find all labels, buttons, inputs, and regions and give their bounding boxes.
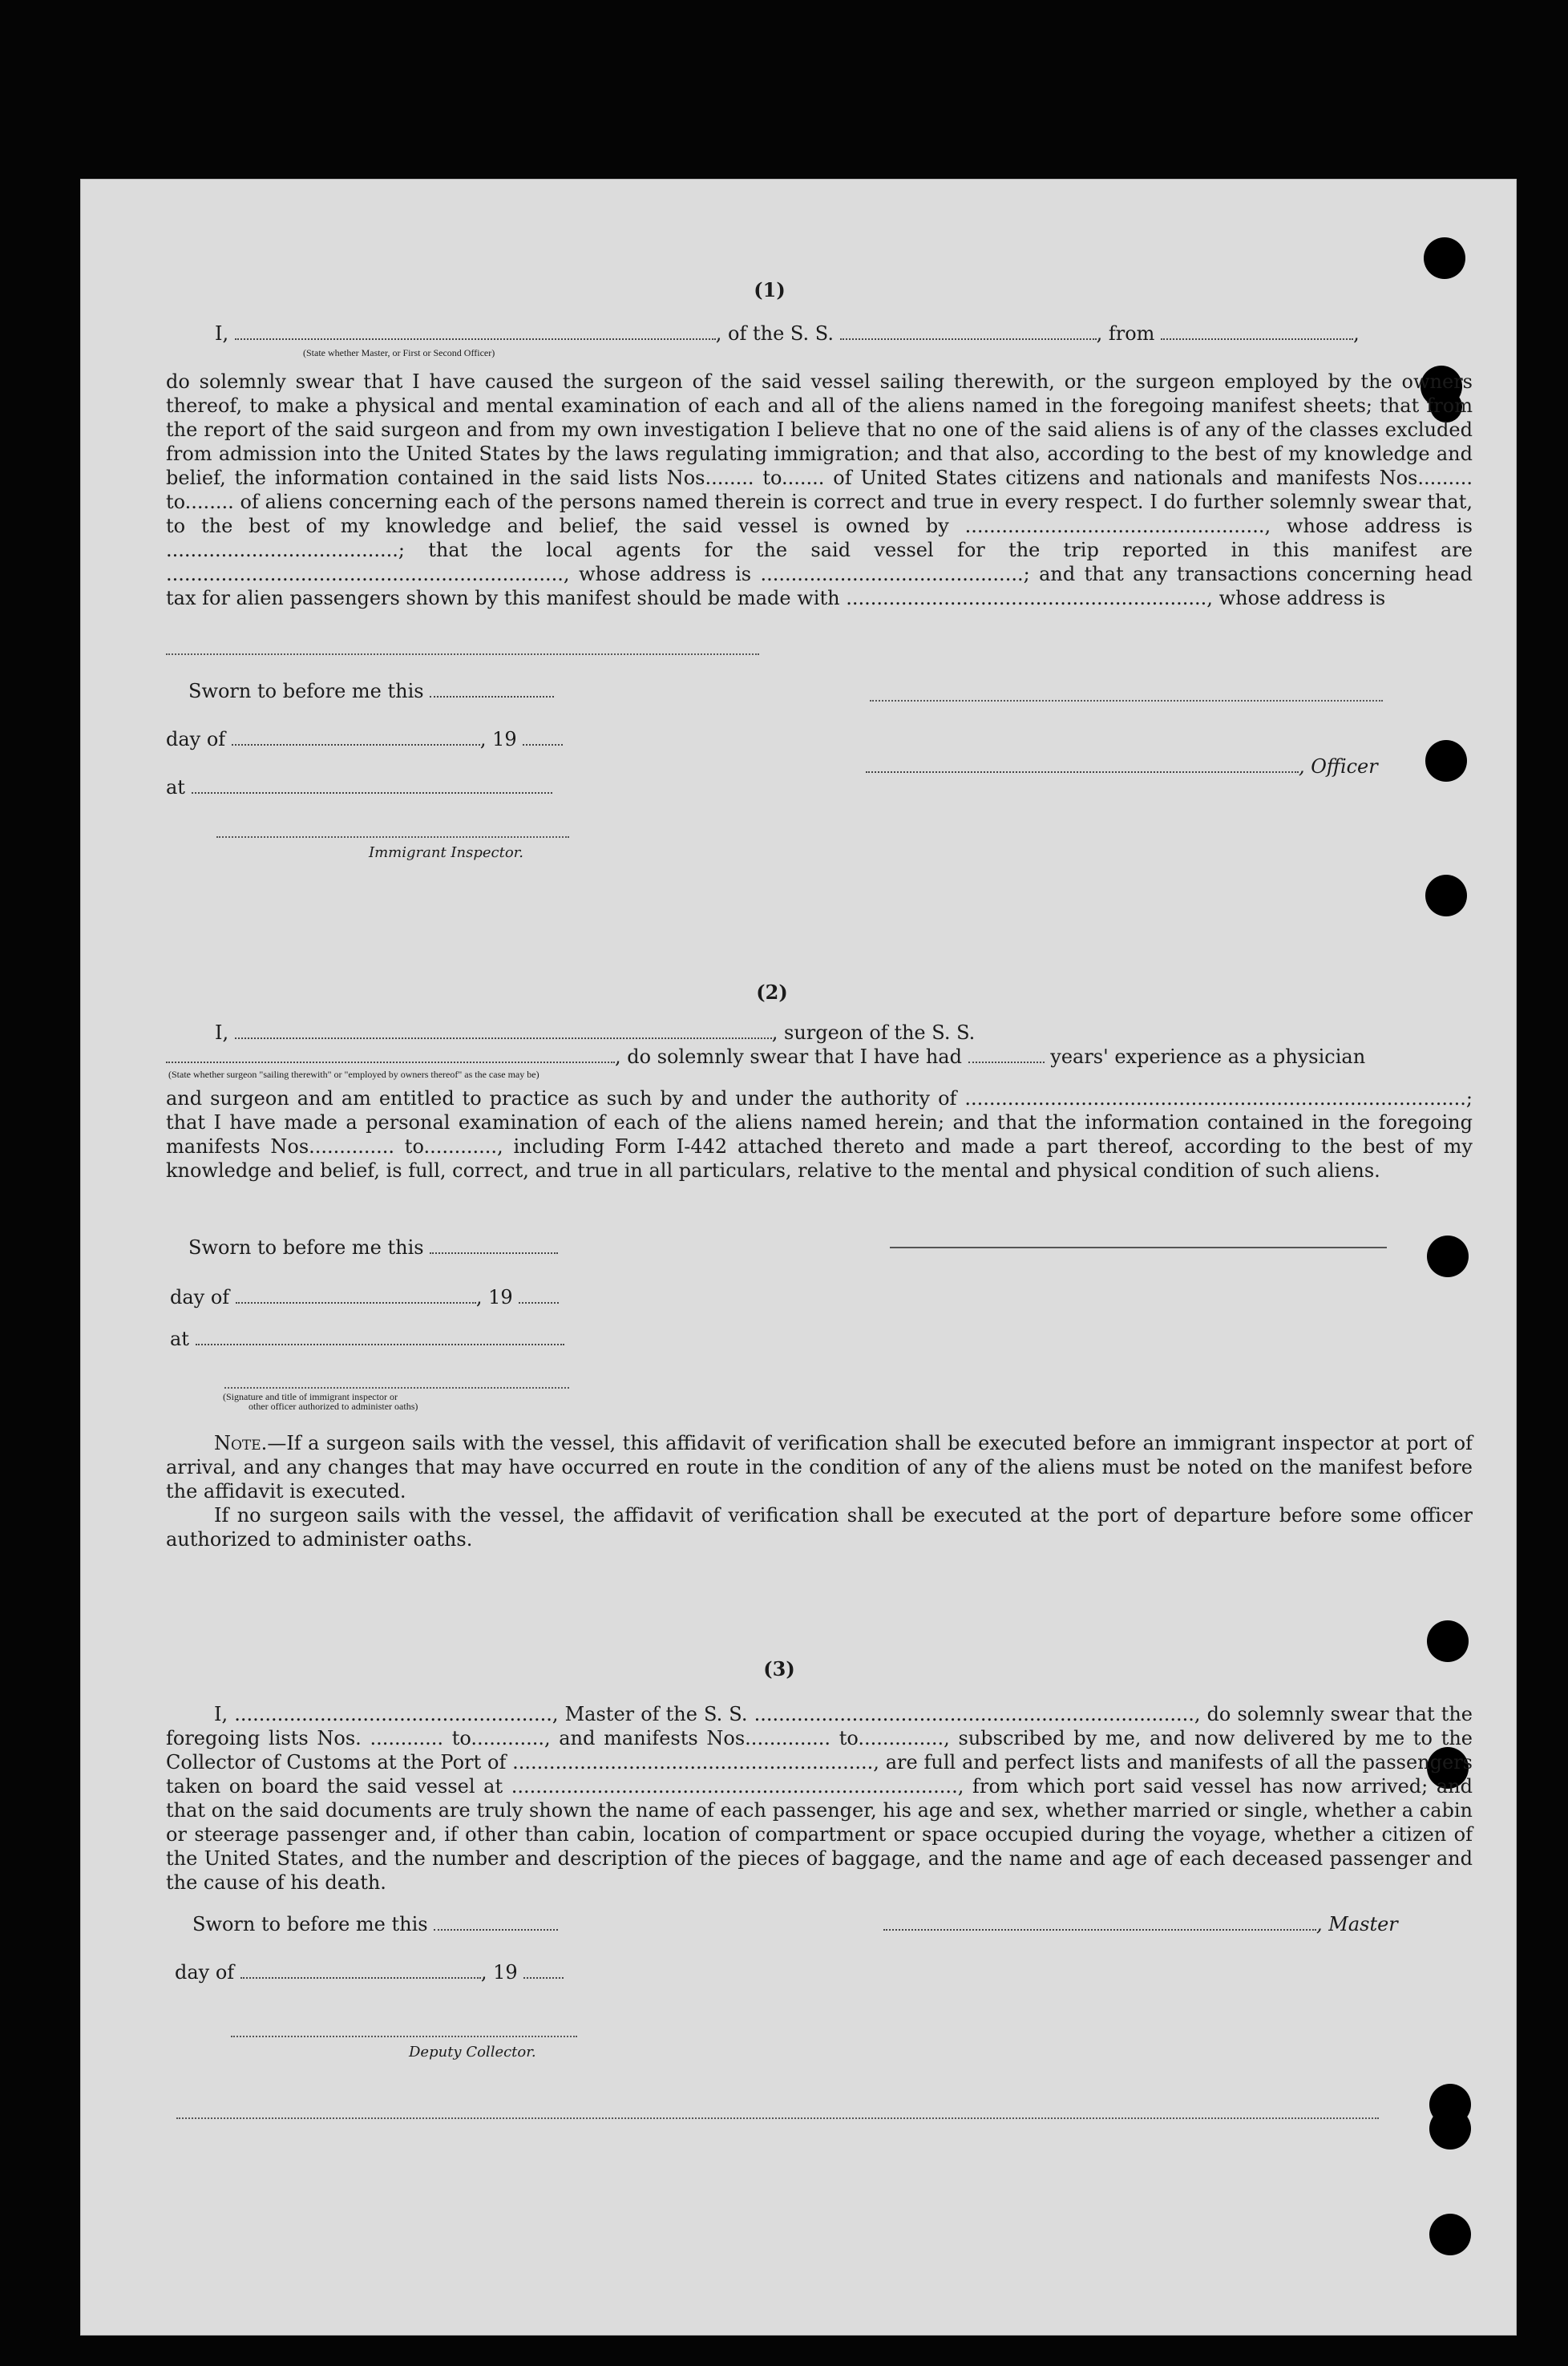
punch-hole <box>1425 740 1467 782</box>
collector-caption: Deputy Collector. <box>409 2044 536 2061</box>
note-text-1: —If a surgeon sails with the vessel, this affidavit of verification shall be executed before an immigrant inspector at port of arrival, and any changes that may have occurred en route in the condition of any of the aliens must be noted on the manifest before the affidavit is executed. <box>166 1432 1473 1503</box>
section-1-first-line: I, , of the S. S. , from , <box>215 322 1360 345</box>
punch-hole <box>1424 237 1465 279</box>
at-line <box>166 775 552 799</box>
section-3-number: (3) <box>763 1657 795 1680</box>
year-label: , 19 <box>480 1961 518 1984</box>
year-label: , 19 <box>475 1286 513 1308</box>
section-2-first-line <box>215 1021 975 1045</box>
note-paragraph-2: If no surgeon sails with the vessel, the affidavit of verification shall be executed at the port of departure before some officer authorized to administer oaths. <box>166 1504 1473 1551</box>
years-label: years' experience as a physician <box>1050 1045 1366 1068</box>
sworn-label: Sworn to before me this <box>192 1913 428 1935</box>
signature-caption-1: (Signature and title of immigrant inspector or <box>223 1391 398 1402</box>
punch-hole <box>1427 1236 1469 1277</box>
day-of-line <box>166 727 563 751</box>
collector-signature-line <box>231 2036 577 2037</box>
section-2-caption: (State whether surgeon "sailing therewith" or "employed by owners thereof" as the case may be) <box>168 1069 540 1080</box>
bottom-rule <box>176 2117 1379 2119</box>
day-of-line <box>175 1960 564 1984</box>
year-label: , 19 <box>479 728 517 750</box>
inspector-caption: Immigrant Inspector. <box>369 844 524 861</box>
punch-hole <box>1425 875 1467 916</box>
sworn-label: Sworn to before me this <box>188 1236 424 1259</box>
inspector-signature-line <box>216 836 569 838</box>
document-page <box>80 179 1517 2336</box>
section-1-body: do solemnly swear that I have caused the surgeon of the said vessel sailing therewith, or the surgeon employed by the owners thereof, to make a physical and mental examination of each and all of the aliens named in the foregoing manifest sheets; that from the report of the said surgeon and from my own investigation I believe that no one of the said aliens is of any of the classes excluded from admission into the United States by the laws regulating immigration; and that also, according to the best of my knowledge and belief, the information contained in the said lists Nos........ to....... of United States citizens and nationals and manifests Nos......... to........ of aliens concerning each of the persons named therein is correct and true in every respect. I do further solemnly swear that, to the best of my knowledge and belief, the said vessel is owned by ................................................., whose address is ......................................; that the local agents for the said vessel for the trip reported in this manifest are ................................................................., whose address is ...........................................; and that any transactions concerning head tax for alien passengers shown by this manifest should be made with ..........................................................., whose address is <box>166 370 1473 609</box>
day-of-label: day of <box>175 1961 235 1984</box>
punch-hole <box>1427 1620 1469 1662</box>
signature-line <box>224 1387 569 1389</box>
section-2-second-line <box>166 1045 1365 1069</box>
signature-line <box>890 1247 1387 1248</box>
sworn-line <box>188 679 554 703</box>
section-3-body: I, ...................................................., Master of the S. S. ........................................................................, do solemnly swear that the foregoing lists Nos. ............ to............, and manifests Nos.............. to.............., subscribed by me, and now delivered by me to the Collector of Customs at the Port of ..........................................................., are full and perfect lists and manifests of all the passengers taken on board the said vessel at ........................................................................., from which port said vessel has now arrived; and that on the said documents are truly shown the name of each passenger, his age and sex, whether married or single, whether a cabin or steerage passenger and, if other than cabin, location of compartment or space occupied during the voyage, whether a citizen of the United States, and the number and description of the pieces of baggage, and the name and age of each deceased passenger and the cause of his death. <box>166 1703 1473 1894</box>
day-of-label: day of <box>170 1286 230 1308</box>
at-line <box>170 1327 564 1351</box>
officer-label: , Officer <box>1299 755 1378 778</box>
day-of-label: day of <box>166 728 226 750</box>
note-label: Note. <box>214 1432 268 1454</box>
at-label: at <box>170 1328 189 1350</box>
section-2-number: (2) <box>756 981 788 1004</box>
punch-hole <box>1429 2108 1471 2150</box>
note-paragraph <box>166 1431 1473 1503</box>
i-label: I, <box>215 1021 229 1044</box>
sworn-line <box>188 1236 558 1260</box>
sworn-line <box>192 1912 558 1936</box>
surgeon-of-label: , surgeon of the S. S. <box>771 1021 976 1044</box>
signature-caption-2: other officer authorized to administer oaths) <box>249 1401 418 1412</box>
officer-line <box>866 754 1378 779</box>
of-ss-label: , of the S. S. <box>715 322 834 345</box>
master-label: , Master <box>1316 1913 1398 1935</box>
punch-hole <box>1429 2214 1471 2255</box>
at-label: at <box>166 776 185 799</box>
signature-line <box>870 700 1383 702</box>
day-of-line <box>170 1285 559 1309</box>
section-1-number: (1) <box>754 278 786 301</box>
i-label: I, <box>215 322 229 345</box>
section-1-caption: (State whether Master, or First or Second Officer) <box>303 347 495 358</box>
section-2-body: and surgeon and am entitled to practice as such by and under the authority of ..................................................................................; that I have made a personal examination of each of the aliens named herein; and that the information contained in the foregoing manifests Nos.............. to............, including Form I-442 attached thereto and made a part thereof, according to the best of my knowledge and belief, is full, correct, and true in all particulars, relative to the mental and physical condition of such aliens. <box>166 1087 1473 1182</box>
signature-line <box>166 653 759 655</box>
sworn-label: Sworn to before me this <box>188 680 424 702</box>
do-swear-label: , do solemnly swear that I have had <box>615 1045 962 1068</box>
from-label: , from <box>1096 322 1155 345</box>
master-line <box>883 1912 1398 1936</box>
